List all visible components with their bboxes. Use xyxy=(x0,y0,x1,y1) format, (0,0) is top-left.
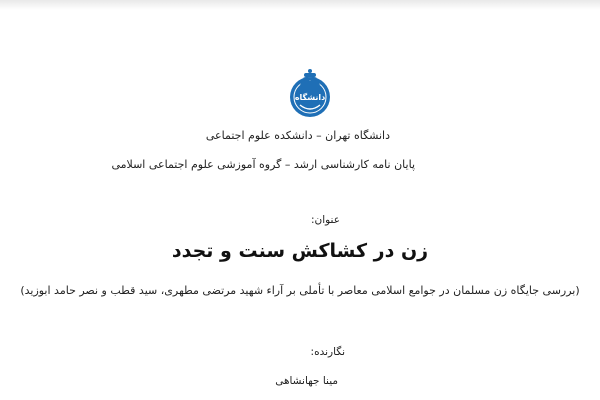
subject-label: عنوان: xyxy=(310,214,340,226)
author-name: مینا جهانشاهی xyxy=(275,375,338,387)
university-line: دانشگاه تهران – دانشکده علوم اجتماعی xyxy=(205,129,390,142)
thesis-subtitle: (بررسی جایگاه زن مسلمان در جوامع اسلامی معاصر با تأملی بر آراء شهید مرتضی مطهری، سید قطب و نصر حامد ابوزید) xyxy=(20,284,580,297)
logo-text: دانشگاه xyxy=(294,93,326,102)
program-line: پایان نامه کارشناسی ارشد – گروه آموزشی علوم اجتماعی اسلامی xyxy=(111,158,415,171)
thesis-title: زن در کشاکش سنت و تجدد xyxy=(171,240,429,262)
university-logo-icon xyxy=(282,63,338,121)
scan-top-shadow xyxy=(0,0,600,10)
author-label: نگارنده: xyxy=(310,346,345,358)
